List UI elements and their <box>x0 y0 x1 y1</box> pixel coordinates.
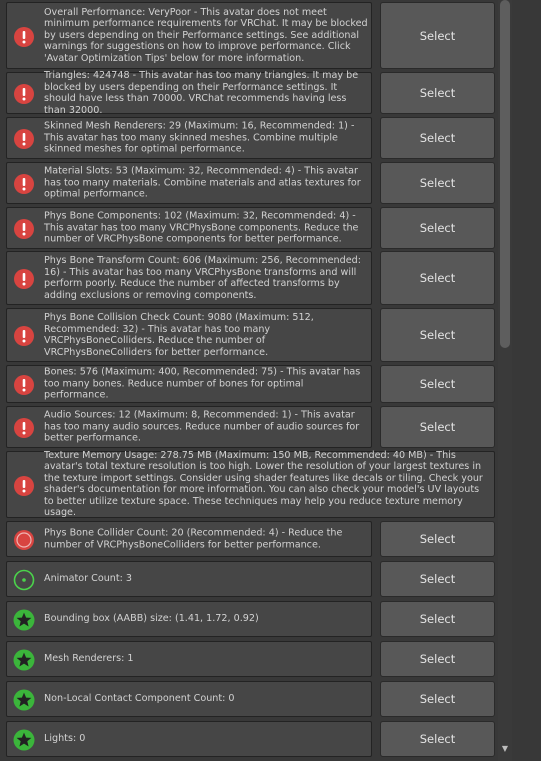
select-button[interactable]: Select <box>380 117 495 159</box>
validation-row <box>6 521 496 557</box>
scrollbar-thumb[interactable] <box>500 0 510 348</box>
error-icon <box>13 218 35 240</box>
select-button[interactable]: Select <box>380 641 495 677</box>
message-text: Overall Performance: VeryPoor - This avatar does not meet minimum performance requirements for VRChat. It may be blocked by users depending on their Performance settings. See additional warnings for suggestions on how to improve performance. Click 'Avatar Optimization Tips' below for more information. <box>44 6 368 64</box>
validation-row <box>6 681 496 717</box>
message-text: Material Slots: 53 (Maximum: 32, Recommended: 4) - This avatar has too many materials. Combine materials and atlas textures for optimal performance. <box>44 165 361 200</box>
error-icon <box>13 325 35 347</box>
validation-row <box>6 308 496 362</box>
message-text: Phys Bone Collision Check Count: 9080 (Maximum: 512, Recommended: 32) - This avatar has too many VRCPhysBoneColliders. Reduce the number of VRCPhysBoneColliders for better performance. <box>44 311 314 358</box>
message-box <box>6 251 372 305</box>
error-icon <box>13 83 35 105</box>
message-box <box>6 308 372 362</box>
red-circle-icon <box>13 529 35 551</box>
green-star-icon <box>13 609 35 631</box>
message-text: Mesh Renderers: 1 <box>44 653 134 665</box>
message-box <box>6 365 372 403</box>
validation-row <box>6 561 496 597</box>
error-icon <box>13 26 35 48</box>
green-star-icon <box>13 729 35 751</box>
message-box <box>6 69 372 116</box>
message-box <box>6 681 372 717</box>
select-button[interactable]: Select <box>380 308 495 362</box>
message-text: Bones: 576 (Maximum: 400, Recommended: 75) - This avatar has too many bones. Reduce number of bones for optimal performance. <box>44 366 361 401</box>
select-button[interactable]: Select <box>380 162 495 204</box>
green-ring-icon <box>13 569 35 591</box>
message-box <box>6 721 372 757</box>
validation-row <box>6 641 496 677</box>
message-box <box>6 2 372 69</box>
message-box <box>6 521 372 557</box>
message-text: Lights: 0 <box>44 733 86 745</box>
message-text: Skinned Mesh Renderers: 29 (Maximum: 16, Recommended: 1) - This avatar has too many skinned meshes. Combine multiple skinned meshes for optimal performance. <box>44 120 355 155</box>
error-icon <box>13 475 35 497</box>
message-text: Phys Bone Components: 102 (Maximum: 32, Recommended: 4) - This avatar has too many VRCPhysBone components. Reduce the number of VRCPhysBone components for better performance. <box>44 210 359 245</box>
validation-row <box>6 251 496 305</box>
select-button[interactable]: Select <box>380 681 495 717</box>
validation-row <box>6 162 496 204</box>
message-box <box>6 601 372 637</box>
error-icon <box>13 417 35 439</box>
select-button[interactable]: Select <box>380 365 495 403</box>
message-box <box>6 641 372 677</box>
select-button[interactable]: Select <box>380 406 495 448</box>
green-star-icon <box>13 649 35 671</box>
error-icon <box>13 173 35 195</box>
select-button[interactable]: Select <box>380 721 495 757</box>
message-text: Phys Bone Transform Count: 606 (Maximum: 256, Recommended: 16) - This avatar has too many VRCPhysBone transforms and will perform poorly. Reduce the number of affected transforms by adding exclusions or removing components. <box>44 254 361 301</box>
message-box <box>6 162 372 204</box>
message-box <box>6 207 372 249</box>
message-text: Audio Sources: 12 (Maximum: 8, Recommended: 1) - This avatar has too many audio sources. Reduce number of audio sources for better performance. <box>44 409 360 444</box>
message-text: Phys Bone Collider Count: 20 (Recommended: 4) - Reduce the number of VRCPhysBoneColliders for better performance. <box>44 527 343 550</box>
message-box <box>6 561 372 597</box>
select-button[interactable]: Select <box>380 521 495 557</box>
scrollbar[interactable] <box>498 0 512 761</box>
select-button[interactable]: Select <box>380 561 495 597</box>
validation-row <box>6 451 496 518</box>
message-text: Triangles: 424748 - This avatar has too many triangles. It may be blocked by users depending on their Performance settings. It should have less than 70000. VRChat recommends having less than 32000. <box>44 69 359 116</box>
validation-row <box>6 365 496 403</box>
select-button[interactable]: Select <box>380 2 495 69</box>
message-text: Texture Memory Usage: 278.75 MB (Maximum: 150 MB, Recommended: 40 MB) - This avatar's total texture resolution is too high. Lower the resolution of your largest textures in the texture import settings. Consider using shader features like decals or tiling. Check your shader's documentation for more information. You can also check your model's UV layouts to better utilize texture space. These techniques may help you reduce texture memory usage. <box>44 449 483 519</box>
validation-row <box>6 406 496 448</box>
validation-row <box>6 601 496 637</box>
validation-row <box>6 69 496 116</box>
error-icon <box>13 268 35 290</box>
select-button[interactable]: Select <box>380 207 495 249</box>
scroll-down-arrow-icon[interactable]: ▼ <box>501 744 509 753</box>
green-star-icon <box>13 689 35 711</box>
message-text: Bounding box (AABB) size: (1.41, 1.72, 0.92) <box>44 613 259 625</box>
validation-row <box>6 2 496 69</box>
validation-row <box>6 207 496 249</box>
validation-row <box>6 721 496 757</box>
validation-row <box>6 117 496 159</box>
select-button[interactable]: Select <box>380 72 495 114</box>
message-box <box>6 451 495 518</box>
message-text: Non-Local Contact Component Count: 0 <box>44 693 235 705</box>
error-icon <box>13 374 35 396</box>
error-icon <box>13 128 35 150</box>
select-button[interactable]: Select <box>380 601 495 637</box>
message-text: Animator Count: 3 <box>44 573 133 585</box>
select-button[interactable]: Select <box>380 251 495 305</box>
message-box <box>6 406 372 448</box>
message-box <box>6 117 372 159</box>
